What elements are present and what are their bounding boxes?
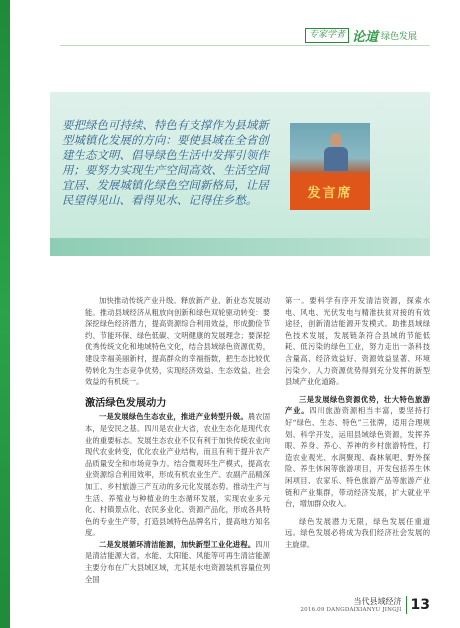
pull-quote: 要把绿色可持续、特色有支撑作为县域新型城镇化发展的方向：要使县域在全省创建生态文明、倡导绿色生活中发挥引领作用；要努力实现生产空间高效、生活空间宜居、发展城镇化绿色空间新格局，让居民望得见山、看得见水、记得住乡愁。 <box>62 118 269 207</box>
article-column-left <box>85 295 270 585</box>
paragraph <box>85 411 270 539</box>
paragraph: 绿色发展潜力无限，绿色发展任重道远。绿色发展必将成为我们经济社会发展的主旋律。 <box>285 516 430 549</box>
article-column-right <box>285 295 430 550</box>
page-number: 13 <box>410 597 430 613</box>
page-footer <box>300 596 430 614</box>
header-rule <box>60 45 430 46</box>
paragraph-lead: 三是发展绿色资源优势，壮大特色旅游产业。 <box>285 394 430 416</box>
column-subtitle: 绿色发展 <box>381 31 418 42</box>
podium <box>290 173 370 210</box>
paragraph-body: 四川旅游资源相当丰富，要坚持打好“绿色、生态、特色”三张牌，适用合理规划、科学开发，运用县域绿色资源，发挥养眼、养身、养心、养神的乡村旅游特性，打造农业观光、水润聚现、森林氧吧、野外探险、养生休闲等旅游项目，开发包括养生休闲项目、农家乐、特色旅游产品等旅游产业链和产业集群，带动经济发展，扩大就业平台，增加群众收入。 <box>285 406 431 509</box>
paragraph-body: 四川是清洁能源大省，水能、太阳能、风能等可再生清洁能源主要分布在广大县域区域，尤其是水电资源装机容量位列全国 <box>85 539 271 584</box>
podium-text: 发言席 <box>307 186 353 201</box>
paragraph <box>285 394 430 510</box>
left-edge-strip <box>0 0 10 628</box>
section-header <box>305 27 417 43</box>
magazine-name: 当代县域经济 <box>353 596 402 606</box>
speaker-photo <box>290 123 370 210</box>
column-badge: 专家学者 <box>305 28 349 43</box>
paragraph <box>85 539 270 585</box>
footer-text <box>300 597 401 614</box>
paragraph: 加快推动传统产业升级。释放新产业、新业态发展动能。推动县域经济从粗放向创新和绿色双轮驱动转变：要深挖绿色经济潜力，提高资源综合利用效益，形成勤俭节约、节能环保、绿色低碳、文明健康的发展理念；要深挖优秀传统文化和地域特色文化，结合县域绿色资源优势，建设幸福美丽新村，提高群众的幸福指数，把生态比较优势转化为生态竞争优势，实现经济效益、生态效益、社会效益的有机统一。 <box>85 296 270 387</box>
section-heading: 激活绿色发展动力 <box>85 396 167 409</box>
paragraph: 第一。要科学有序开发清洁资源，探索水电、风电、光伏发电与精准扶贫对接的有效途径，创新清洁能源开发模式。助推县域绿色技术发展，发展链条符合县域的节能低耗、低污染的绿色工业，努力走出一条科技含量高、经济效益好、资源效益显著、环境污染少、人力资源优势得到充分发挥的新型县域产业化道路。 <box>285 296 430 387</box>
paragraph-lead: 二是发展循环清洁能源，加快新型工业化进程。 <box>99 539 256 549</box>
speaker-body <box>324 147 348 171</box>
paragraph-body: 農农固本，是安民之基。四川是农业大省，农业生态化是现代农业的重要标志。发展生态农业不仅有利于加快传统农业向现代农业转变，优化农业产业结构，而且有利于提升农产品质量安全和市场竞争力。结合微观环生产模式，提高农业资源综合利用效率，形成有机农业生产、农副产品精深加工、乡村旅游三产互动的多元化发展态势。推动生产与生活、养殖业与种植业的生态循环发展，实现农业多元化、村镇景点化、农民多业化、资源产品化，形成各具特色的专业生产带，打造县域特色品牌名片，提高地方知名度。 <box>85 412 271 538</box>
footer-divider <box>406 596 407 614</box>
issue-label: 2016.09 DANGDAIXIANYU JINGJI <box>300 606 402 613</box>
speaker-head <box>330 133 342 147</box>
column-accent: 论道 <box>352 29 379 45</box>
paragraph-lead: 一是发展绿色生态农业，推进产业转型升级。 <box>99 412 248 422</box>
hero-band <box>50 238 430 256</box>
